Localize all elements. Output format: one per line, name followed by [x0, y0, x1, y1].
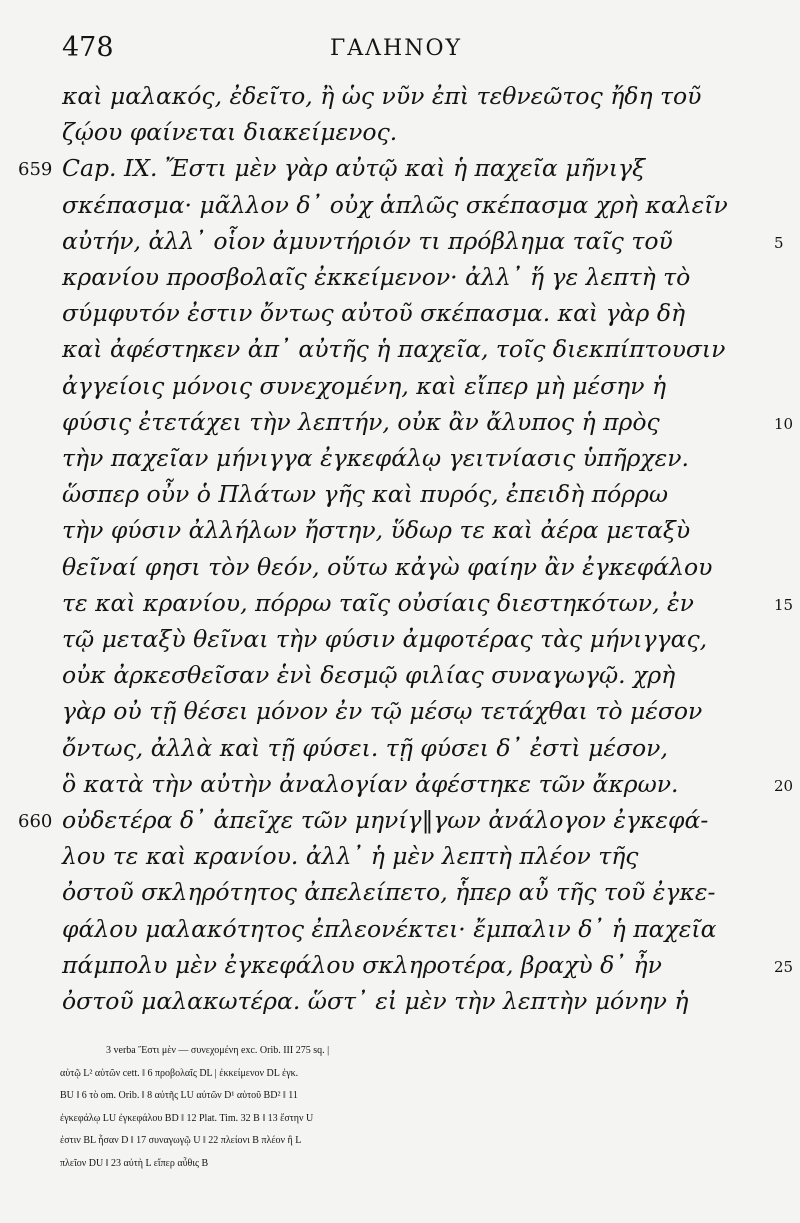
line-number: 10 [774, 414, 794, 433]
footnote-line: ἐγκεφάλῳ LU ἐγκεφάλου BD ‖ 12 Plat. Tim. 32 B ‖ 13 ἔστην U [60, 1112, 314, 1124]
text-line: καὶ μαλακός, ἐδεῖτο, ἢ ὡς νῦν ἐπὶ τεθνεῶτος ἤδη τοῦ [62, 82, 702, 110]
text-line: σκέπασμα· μᾶλλον δ᾽ οὐχ ἁπλῶς σκέπασμα χρὴ καλεῖν [62, 190, 728, 219]
line-number: 15 [774, 595, 794, 614]
text-line: οὐδετέρα δ᾽ ἀπεῖχε τῶν μηνίγ‖γων ἀνάλογον ἐγκεφά- [62, 806, 709, 834]
text-line: τῷ μεταξὺ θεῖναι τὴν φύσιν ἀμφοτέρας τὰς μήνιγγας, [62, 625, 708, 653]
text-line: φύσις ἐτετάχει τὴν λεπτήν, οὐκ ἂν ἄλυπος ἡ πρὸς [62, 407, 660, 436]
page-number: 478 [62, 32, 114, 63]
text-line: ὀστοῦ μαλακωτέρα. ὥστ᾽ εἰ μὲν τὴν λεπτὴν μόνην ἡ [62, 987, 689, 1015]
text-line: γὰρ οὐ τῇ θέσει μόνον ἐν τῷ μέσῳ τετάχθαι τὸ μέσον [62, 697, 703, 726]
text-line: Cap. IX. Ἔστι μὲν γὰρ αὐτῷ καὶ ἡ παχεῖα μῆνιγξ [62, 154, 646, 183]
text-line: ζῴου φαίνεται διακείμενος. [62, 118, 398, 147]
section-number: 660 [18, 811, 53, 832]
text-line: κρανίου προσβολαῖς ἐκκείμενον· ἀλλ᾽ ἥ γε λεπτὴ τὸ [62, 263, 691, 291]
text-line: φάλου μαλακότητος ἐπλεονέκτει· ἔμπαλιν δ᾽ ἡ παχεῖα [62, 914, 717, 943]
line-number: 5 [774, 233, 784, 252]
line-number: 20 [774, 776, 794, 795]
footnote-line: 3 verba Ἔστι μὲν — συνεχομένη exc. Orib. III 275 sq. | [106, 1045, 330, 1056]
text-line: λου τε καὶ κρανίου. ἀλλ᾽ ἡ μὲν λεπτὴ πλέον τῆς [62, 842, 639, 871]
section-number: 659 [18, 159, 53, 181]
text-line: αὐτήν, ἀλλ᾽ οἷον ἀμυντήριόν τι πρόβλημα ταῖς τοῦ [62, 226, 673, 255]
text-line: καὶ ἀφέστηκεν ἀπ᾽ αὐτῆς ἡ παχεῖα, τοῖς διεκπίπτουσιν [62, 335, 726, 364]
page-header [0, 28, 800, 68]
text-line: τε καὶ κρανίου, πόρρω ταῖς οὐσίαις διεστηκότων, ἐν [62, 588, 694, 617]
text-line: σύμφυτόν ἐστιν ὄντως αὐτοῦ σκέπασμα. καὶ γὰρ δὴ [62, 299, 686, 328]
text-line: ὃ κατὰ τὴν αὐτὴν ἀναλογίαν ἀφέστηκε τῶν ἄκρων. [62, 769, 679, 798]
critical-apparatus [60, 1040, 770, 1175]
text-line: ὀστοῦ σκληρότητος ἀπελείπετο, ἧπερ αὖ τῆς τοῦ ἐγκε- [62, 878, 716, 907]
text-line: ὥσπερ οὖν ὁ Πλάτων γῆς καὶ πυρός, ἐπειδὴ πόρρω [62, 480, 669, 509]
text-line: τὴν παχεῖαν μήνιγγα ἐγκεφάλῳ γειτνίασις ὑπῆρχεν. [62, 444, 690, 472]
footnote-line: ἐστιν BL ἦσαν D ‖ 17 συναγωγῷ U ‖ 22 πλείονι B πλέον ἢ L [60, 1135, 302, 1146]
footnote-line: πλεῖον DU ‖ 23 αὐτὴ L εἴπερ αὖθις B [60, 1157, 209, 1169]
text-line: ὄντως, ἀλλὰ καὶ τῇ φύσει. τῇ φύσει δ᾽ ἐστὶ μέσον, [62, 733, 668, 762]
text-line: πάμπολυ μὲν ἐγκεφάλου σκληροτέρα, βραχὺ δ᾽ ἦν [62, 950, 662, 979]
footnote-line: αὐτῷ L² αὐτῶν cett. ‖ 6 προβολαῖς DL | ἐκκείμενον DL ἐγκ. [60, 1067, 299, 1079]
text-line: ἀγγείοις μόνοις συνεχομένη, καὶ εἴπερ μὴ μέσην ἡ [62, 371, 667, 400]
line-number: 25 [774, 957, 794, 976]
text-line: τὴν φύσιν ἀλλήλων ἤστην, ὕδωρ τε καὶ ἀέρα μεταξὺ [62, 516, 691, 545]
footnote-line: BU ‖ 6 τὸ om. Orib. ‖ 8 αὐτῆς LU αὐτῶν D¹ αὐτοῦ BD² ‖ 11 [60, 1090, 298, 1101]
text-line: οὐκ ἀρκεσθεῖσαν ἑνὶ δεσμῷ φιλίας συναγωγῷ. χρὴ [62, 661, 676, 690]
text-line: θεῖναί φησι τὸν θεόν, οὕτω κἀγὼ φαίην ἂν ἐγκεφάλου [62, 552, 713, 581]
running-title: ΓΑΛΗΝΟΥ [330, 36, 463, 61]
